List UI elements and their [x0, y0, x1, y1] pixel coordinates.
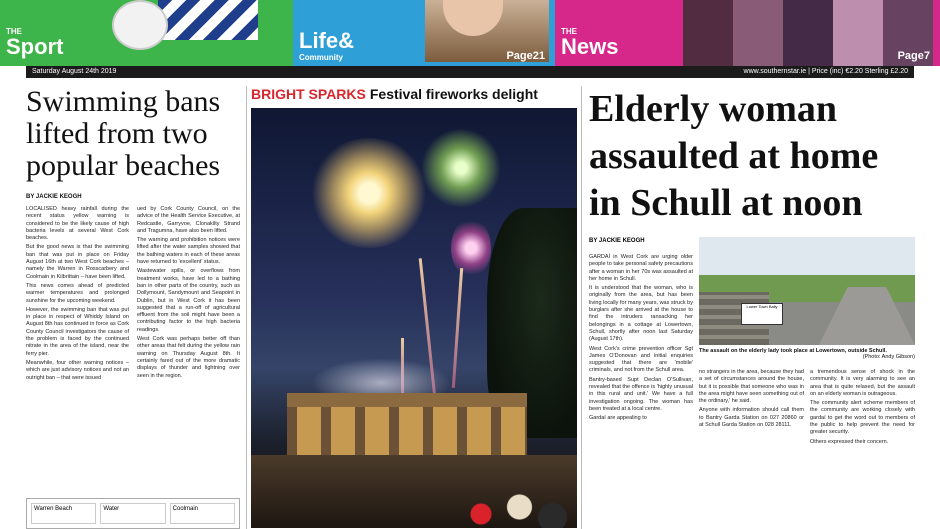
paragraph: GARDAÍ in West Cork are urging older people to take personal safety precautions after a woman in her 70s was assaulted at her home in Schull. — [589, 254, 693, 282]
paragraph: West Cork's crime prevention officer Sgt James O'Donovan and initial enquiries suggested that there are 'mobile' criminals, and not from the Schull area. — [589, 345, 693, 374]
firework-burst — [421, 128, 501, 208]
paragraph: Gardaí are appealing to — [589, 415, 647, 422]
life-page: Page21 — [506, 50, 545, 62]
photo-credit: (Photo: Andy Gibson) — [862, 354, 915, 360]
right-col-1 — [699, 369, 804, 448]
paragraph: Bantry-based Supt Declan O'Sullivan, revealed that the offence is 'highly unusual in this rural and unit.' We have a full investigation ongoing. The woman has been treated at a local centre. — [589, 376, 693, 412]
viaduct-bridge — [287, 393, 527, 455]
news-promo[interactable] — [555, 0, 940, 66]
paragraph: The warning and prohibition notices were lifted after the water samples showed that the bathing waters in each of these areas have returned to 'excellent' status. — [137, 237, 240, 266]
left-body — [26, 206, 240, 384]
paragraph: no strangers in the area, because they had a set of circumstances around the house, but it is possible that someone who was in the area might have seen something out of the ordinary,' he said. — [699, 369, 804, 405]
dateline-bar — [26, 66, 914, 78]
issue-date: Saturday August 24th 2019 — [32, 68, 117, 75]
paragraph: This news comes ahead of predicted warmer temperatures and prolonged sunshine for the upcoming weekend. — [26, 282, 129, 304]
kicker: BRIGHT SPARKS — [251, 86, 366, 102]
caption-text: The assault on the elderly lady took place at Lowertown, outside Schull. — [699, 348, 887, 354]
mid-headline[interactable] — [251, 86, 577, 102]
paragraph: West Cork was perhaps better off than other areas that felt during the yellow rain warning on Thursday August 8th. It certainly fared out of the more dramatic displays of thunder and lightning over seen in the region. — [137, 336, 240, 379]
crowd — [459, 458, 569, 528]
life-label: Life& Community — [299, 28, 354, 62]
sport-promo[interactable] — [0, 0, 293, 66]
news-photo — [683, 0, 933, 66]
paragraph: Meanwhile, four other warning notices – which are just advisory notices and not an outright ban – that were issued — [26, 359, 129, 381]
paragraph: Anyone with information should call them to Bantry Garda Station on 027 20860 or at Schull Garda Station on 028 28111. — [699, 407, 804, 429]
firework-burst — [451, 218, 491, 278]
right-byline: BY JACKIE KEOGH — [589, 238, 645, 244]
road-sign: Lower Town Bally — [741, 303, 783, 325]
firework-trail — [452, 268, 463, 388]
right-body — [699, 369, 915, 448]
left-col-2 — [137, 206, 240, 384]
left-col-1 — [26, 206, 129, 384]
middle-story — [246, 86, 582, 529]
table-cell: Coolmain — [170, 503, 235, 524]
top-promo-banner — [0, 0, 940, 66]
right-col-2 — [810, 369, 915, 448]
news-page: Page7 — [897, 50, 930, 62]
paragraph: ued by Cork County Council, on the advice of the Health Service Executive, at Redcastle, Garryvoe, Clonakilty Strand and Tragumna, have also been lifted. — [137, 206, 240, 234]
paragraph: However, the swimming ban that was put in place in respect of Whiddy Island on August 8th has continued in force as Cork County Council investigators the cause of the problem is faced by the continued nitrate in the area of the island, near the ferry pier. — [26, 306, 129, 357]
table-cell: Warren Beach — [31, 503, 96, 524]
road-photo[interactable] — [699, 237, 915, 345]
paragraph: Others expressed their concern. — [810, 438, 889, 445]
fireworks-photo[interactable] — [251, 108, 577, 528]
right-lead-column — [589, 254, 693, 425]
left-story — [26, 86, 240, 529]
right-story — [589, 86, 915, 529]
paragraph: Wastewater spills, or overflows from treatment works, have led to a bathing ban in other parts of the country, such as Dollymount, Sandymount and Seapoint in Dublin, but in West Cork it has been suggested that a run-off of agricultural effluent from the soil might have been a contributing factor to the high bacteria readings. — [137, 268, 240, 333]
paragraph: But the good news is that the swimming ban that was put in place on Friday August 16th at two West Cork beaches – namely the Warren in Rosscarbery and Coolmain in Kilbrittain – have been lifted. — [26, 244, 129, 280]
beach-table — [26, 498, 240, 529]
sport-label: THE Sport — [6, 27, 64, 59]
road — [819, 287, 915, 345]
left-headline[interactable]: Swimming bans lifted from two popular beaches — [26, 85, 221, 182]
sport-photo — [158, 0, 258, 40]
news-label: THE News — [561, 27, 619, 59]
left-byline: BY JACKIE KEOGH — [26, 194, 82, 200]
paragraph: The community alert scheme members of the community are working closely with gardaí to get the word out to members of the public to help prevent the need for greater security. — [810, 400, 915, 436]
rugby-ball-icon — [112, 0, 168, 50]
right-headline[interactable]: Elderly woman assaulted at home in Schull at noon — [589, 88, 879, 224]
table-cell: Water — [100, 503, 165, 524]
price-info: www.southernstar.ie | Price (inc) €2.20 Sterling £2.20 — [743, 68, 908, 75]
paragraph: It is understood that the woman, who is originally from the area, but has been living locally for many years, was struck by burglars after she arrived at the house to find the intruders ransacking her belongings in a cottage at Lowertown, Schull, shortly after noon last Saturday (August 17th). — [589, 285, 693, 343]
mid-title: Festival fireworks delight — [369, 86, 538, 102]
life-promo[interactable] — [293, 0, 555, 66]
paragraph: LOCALISED heavy rainfall during the recent status yellow warning is considered to be the likely cause of high bacteria levels at several West Cork beaches. — [26, 206, 129, 242]
firework-burst — [309, 138, 429, 248]
paragraph: a tremendous sense of shock in the community. It is very alarming to see an area that is quite relaxed, but the assault on an elderly woman is outrageous. — [810, 369, 915, 397]
photo-caption — [699, 348, 915, 360]
